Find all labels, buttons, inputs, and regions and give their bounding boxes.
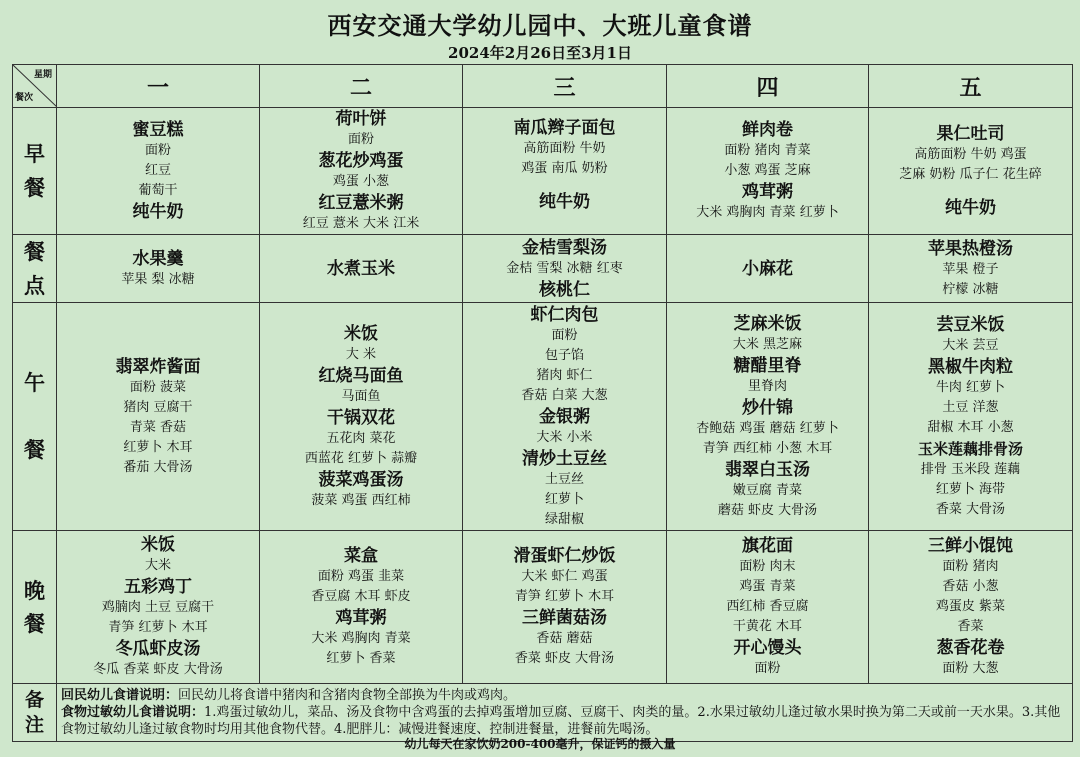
dish-name: 翡翠白玉汤: [725, 459, 810, 480]
ingredient-line: 葡萄干: [138, 183, 178, 198]
ingredient-line: 苹果 橙子: [942, 261, 999, 277]
ingredient-line: 大米 虾仁 鸡蛋: [521, 569, 608, 585]
ingredient-line: 面粉: [754, 661, 781, 677]
ingredient-line: 嫩豆腐 青菜: [732, 482, 803, 498]
meal-label-char: 餐: [24, 239, 45, 264]
spacer: [463, 213, 666, 225]
dish-name: 清炒土豆丝: [522, 448, 607, 469]
day-header: 一: [57, 65, 260, 108]
meal-label-char: 午: [24, 370, 45, 396]
ingredient-line: 里脊肉: [747, 378, 787, 394]
dish-name: 红豆薏米粥: [318, 193, 404, 213]
ingredient-line: 柠檬 冰糖: [942, 281, 999, 297]
ingredient-line: 排骨 玉米段 莲藕: [920, 461, 1021, 477]
menu-cell: [463, 531, 667, 684]
meal-label-snack: [13, 235, 57, 303]
ingredient-line: 青笋 红萝卜 木耳: [514, 589, 615, 605]
dish-name: 芝麻米饭: [733, 313, 802, 334]
ingredient-line: 青笋 红萝卜 木耳: [108, 620, 208, 636]
ingredient-line: 香菜 大骨汤: [935, 501, 1006, 517]
ingredient-line: 鸡蛋皮 紫菜: [935, 599, 1006, 615]
ingredient-line: 红萝卜 香菜: [326, 651, 396, 667]
dish-name: 五彩鸡丁: [124, 577, 192, 598]
dish-name: 黑椒牛肉粒: [928, 356, 1013, 377]
breakfast-row: [13, 108, 1073, 235]
menu-cell: [260, 531, 463, 684]
ingredient-line: 苹果 梨 冰糖: [121, 271, 195, 287]
dish-name: 金桔雪梨汤: [522, 237, 607, 258]
ingredient-line: 甜椒 木耳 小葱: [927, 419, 1014, 435]
dish-name: 芸豆米饭: [936, 314, 1005, 335]
ingredient-line: 红萝卜 海带: [935, 481, 1006, 497]
notes-row: [13, 684, 1073, 742]
allergy-note: [61, 704, 1068, 738]
hui-note-title: 回民幼儿食谱说明：: [61, 688, 179, 704]
meal-label-char: 早: [24, 141, 45, 167]
ingredient-line: 大米: [144, 558, 171, 574]
meal-label-dinner: [13, 531, 57, 684]
dish-name: 菜盒: [344, 546, 378, 567]
ingredient-line: 面粉: [144, 143, 171, 158]
menu-cell: [260, 235, 463, 303]
ingredient-line: 鸡蛋 小葱: [332, 174, 390, 189]
menu-cell: [667, 108, 869, 235]
ingredient-line: 大米 黑芝麻: [732, 336, 803, 352]
menu-cell: [869, 235, 1073, 303]
menu-cell: [57, 531, 260, 684]
menu-cell: [667, 303, 869, 531]
dish-name: 荷叶饼: [335, 109, 387, 129]
menu-cell: [667, 531, 869, 684]
notes-label-char: 备: [24, 689, 44, 711]
day-header: 三: [463, 65, 667, 108]
ingredient-line: 冬瓜 香菜 虾皮 大骨汤: [93, 662, 223, 678]
dish-name: 纯牛奶: [539, 192, 590, 212]
meal-label-lunch: [13, 303, 57, 531]
ingredient-line: 鸡腩肉 土豆 豆腐干: [101, 600, 215, 616]
dish-name: 南瓜辫子面包: [513, 118, 616, 138]
ingredient-line: 香菇 白菜 大葱: [521, 387, 608, 403]
ingredient-line: 香豆腐 木耳 虾皮: [311, 589, 411, 605]
ingredient-line: 大米 鸡胸肉 青菜: [311, 631, 411, 647]
dish-name: 旗花面: [742, 536, 793, 557]
dish-name: 水果羹: [132, 248, 184, 269]
ingredient-line: 香菜 虾皮 大骨汤: [514, 651, 615, 667]
dish-name: 菠菜鸡蛋汤: [318, 469, 404, 490]
allergy-note-text: 1.鸡蛋过敏幼儿，菜品、汤及食物中含鸡蛋的去掉鸡蛋增加豆腐、豆腐干、肉类的量。2.水果过敏幼儿逢过敏水果时换为第二天或前一天水果。3.其他食物过敏幼儿逢过敏食物时均用其他食物代替。4.肥胖儿：减慢进餐速度、控制进餐量，进餐前先喝汤。: [61, 705, 1061, 738]
ingredient-line: 菠菜 鸡蛋 西红柿: [311, 492, 411, 508]
ingredient-line: 面粉 鸡蛋 韭菜: [317, 569, 405, 585]
ingredient-line: 土豆 洋葱: [942, 399, 999, 415]
dish-name: 鲜肉卷: [742, 120, 793, 140]
dish-name: 蜜豆糕: [132, 120, 184, 140]
menu-cell: [260, 108, 463, 235]
dish-name: 三鲜菌菇汤: [522, 608, 607, 629]
dish-name: 纯牛奶: [945, 198, 996, 218]
dish-name: 葱花炒鸡蛋: [318, 151, 404, 171]
allergy-note-title: 食物过敏幼儿食谱说明：: [61, 705, 205, 721]
dish-name: 翡翠炸酱面: [115, 356, 201, 377]
ingredient-line: 高筋面粉 牛奶: [523, 141, 606, 156]
dish-name: 干锅双花: [327, 407, 395, 428]
ingredient-line: 红豆: [144, 163, 171, 178]
ingredient-line: 金桔 雪梨 冰糖 红枣: [506, 260, 623, 276]
ingredient-line: 红萝卜 木耳: [123, 439, 193, 455]
menu-cell: [869, 303, 1073, 531]
menu-cell: [869, 531, 1073, 684]
corner-weekday-label: 星期: [33, 70, 52, 80]
ingredient-line: 大米 鸡胸肉 青菜 红萝卜: [696, 205, 839, 220]
corner-cell: [13, 65, 57, 108]
hui-note-text: 回民幼儿将食谱中猪肉和含猪肉食物全部换为牛肉或鸡肉。: [178, 688, 517, 704]
dish-name: 苹果热橙汤: [928, 238, 1013, 259]
notes-label-char: 注: [24, 713, 44, 736]
day-header: 四: [667, 65, 869, 108]
notes-cell: [57, 684, 1073, 742]
ingredient-line: 鸡蛋 南瓜 奶粉: [521, 161, 608, 176]
ingredient-line: 干黄花 木耳: [732, 619, 803, 635]
dish-name: 玉米莲藕排骨汤: [917, 439, 1023, 458]
menu-cell: [57, 303, 260, 531]
ingredient-line: 香菜: [957, 619, 984, 635]
spacer: [463, 179, 666, 191]
dinner-row: [13, 531, 1073, 684]
ingredient-line: 面粉 肉末: [739, 559, 796, 575]
ingredient-line: 青笋 西红柿 小葱 木耳: [702, 440, 833, 456]
ingredient-line: 鸡蛋 青菜: [739, 579, 796, 595]
ingredient-line: 香菇 蘑菇: [536, 631, 593, 647]
day-header: 五: [869, 65, 1073, 108]
menu-cell: [463, 108, 667, 235]
ingredient-line: 大 米: [345, 346, 377, 362]
dish-name: 开心馒头: [733, 638, 802, 659]
menu-table: [12, 64, 1073, 742]
ingredient-line: 五花肉 菜花: [326, 430, 396, 446]
dish-name: 葱香花卷: [936, 638, 1005, 659]
ingredient-line: 香菇 小葱: [942, 579, 999, 595]
dish-name: 金银粥: [539, 406, 590, 427]
footer-note: 幼儿每天在家饮奶200-400毫升，保证钙的摄入量: [404, 737, 676, 751]
ingredient-line: 蘑菇 虾皮 大骨汤: [717, 502, 818, 518]
ingredient-line: 包子馅: [544, 347, 584, 363]
spacer: [869, 185, 1072, 197]
ingredient-line: 绿甜椒: [544, 511, 584, 527]
dish-name: 纯牛奶: [132, 202, 184, 222]
menu-cell: [260, 303, 463, 531]
ingredient-line: 大米 芸豆: [942, 337, 999, 353]
dish-name: 果仁吐司: [936, 124, 1005, 144]
ingredient-line: 青菜 香菇: [129, 419, 187, 435]
dish-name: 炒什锦: [742, 397, 793, 418]
date-range: 2024年2月26日至3月1日: [448, 44, 632, 62]
ingredient-line: 猪肉 豆腐干: [123, 399, 193, 415]
meal-label-char: 餐: [24, 611, 45, 637]
dish-name: 鸡茸粥: [742, 182, 793, 202]
snack-row: [13, 235, 1073, 303]
ingredient-line: 牛肉 红萝卜: [935, 379, 1006, 395]
dish-name: 虾仁肉包: [530, 304, 599, 325]
dish-name: 米饭: [141, 535, 175, 556]
hui-note: [61, 687, 1068, 704]
header-row: [13, 65, 1073, 108]
ingredient-line: 面粉: [347, 132, 374, 147]
meal-label-char: [13, 400, 56, 434]
ingredient-line: 面粉 大葱: [942, 661, 999, 677]
dish-name: 鸡茸粥: [335, 608, 387, 629]
ingredient-line: 大米 小米: [536, 429, 593, 445]
meal-label-char: 餐: [24, 175, 45, 200]
dish-name: 米饭: [344, 323, 378, 344]
dish-name: 冬瓜虾皮汤: [115, 639, 201, 660]
corner-meal-label: 餐次: [15, 93, 34, 103]
ingredient-line: 西红柿 香豆腐: [726, 599, 809, 615]
menu-cell: [57, 235, 260, 303]
ingredient-line: 西蓝花 红萝卜 蒜瓣: [304, 450, 418, 466]
dish-name: 三鲜小馄饨: [928, 536, 1013, 557]
ingredient-line: 高筋面粉 牛奶 鸡蛋: [914, 147, 1027, 162]
menu-cell: [667, 235, 869, 303]
ingredient-line: 杏鲍菇 鸡蛋 蘑菇 红萝卜: [696, 420, 839, 436]
ingredient-line: 面粉 猪肉: [942, 559, 999, 575]
page-title: 西安交通大学幼儿园中、大班儿童食谱: [327, 11, 753, 40]
menu-cell: [57, 108, 260, 235]
meal-label-char: 晚: [24, 577, 45, 603]
dish-name: 核桃仁: [539, 279, 590, 300]
menu-cell: [463, 303, 667, 531]
lunch-row: [13, 303, 1073, 531]
ingredient-line: 土豆丝: [544, 471, 584, 487]
ingredient-line: 红豆 薏米 大米 江米: [302, 216, 420, 231]
ingredient-line: 芝麻 奶粉 瓜子仁 花生碎: [899, 167, 1042, 182]
dish-name: 糖醋里脊: [733, 355, 802, 376]
ingredient-line: 面粉: [551, 327, 578, 343]
meal-label-breakfast: [13, 108, 57, 235]
ingredient-line: 马面鱼: [341, 388, 381, 404]
dish-name: 滑蛋虾仁炒饭: [513, 546, 616, 567]
ingredient-line: 小葱 鸡蛋 芝麻: [724, 163, 811, 178]
ingredient-line: 猪肉 虾仁: [536, 367, 593, 383]
menu-cell: [463, 235, 667, 303]
meal-label-char: 餐: [24, 437, 45, 463]
menu-cell: [869, 108, 1073, 235]
dish-name: 小麻花: [742, 258, 793, 279]
ingredient-line: 红萝卜: [544, 491, 584, 507]
dish-name: 红烧马面鱼: [318, 365, 404, 386]
meal-label-char: 点: [24, 272, 45, 298]
ingredient-line: 面粉 猪肉 青菜: [724, 143, 811, 158]
ingredient-line: 面粉 菠菜: [129, 379, 187, 395]
dish-name: 水煮玉米: [327, 258, 395, 279]
ingredient-line: 番茄 大骨汤: [123, 459, 193, 475]
notes-label: [13, 684, 57, 742]
day-header: 二: [260, 65, 463, 108]
